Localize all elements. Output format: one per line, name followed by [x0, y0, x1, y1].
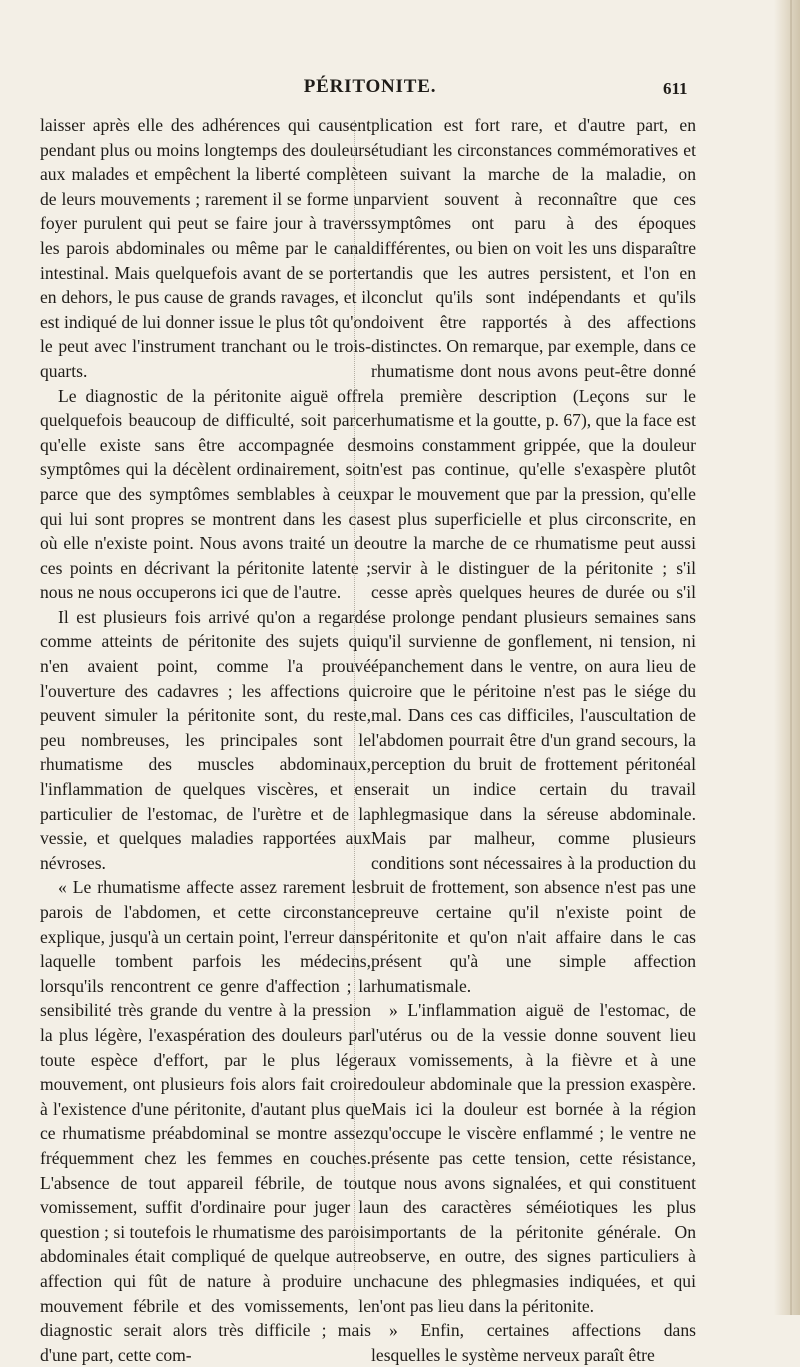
running-title: PÉRITONITE. — [303, 76, 437, 97]
paragraph: » Enfin, certaines affections dans lesquelles le système nerveux paraît être — [371, 1320, 696, 1365]
page-edge — [774, 0, 800, 1315]
column-divider — [354, 120, 356, 1270]
binding-shadow — [790, 0, 792, 1315]
paragraph: Le diagnostic de la péritonite aiguë offre quelquefois beaucoup de difficulté, soit parce qu'elle existe sans être accompagnée des symptômes qui la décèlent ordinairement, soit parce que des symptômes semblables à ceux qui lui sont propres se montrent dans les cas où elle n'existe point. Nous avons traité un de ces points en décrivant la péritonite latente ; nous ne nous occuperons ici que de l'autre. — [40, 385, 371, 603]
paragraph: » L'inflammation aiguë de l'estomac, de l'utérus ou de la vessie donne souvent lieu aux vomissements, à la fièvre et à une douleur abdominale que la pression exaspère. Mais ici la douleur est bornée à la région qu'occupe le viscère enflammé ; le ventre ne présente pas cette tension, cette résistance, que nous avons signalées, et qui constituent un des caractères séméiotiques les plus importants de la péritonite générale. On observe, en outre, des signes particuliers à chacune des phlegmasies indiquées, et qui n'ont pas lieu dans la péritonite. — [371, 1000, 696, 1316]
page-number: 611 — [663, 79, 688, 98]
paragraph: laisser après elle des adhérences qui causent pendant plus ou moins longtemps des douleurs aux malades et empêchent la liberté complète de leurs mouvements ; rarement il se forme un foyer purulent qui peut se faire jour à travers les parois abdominales ou même par le canal intestinal. Mais quelquefois avant de se porter en dehors, le pus cause de grands ravages, et il est indiqué de lui donner issue le plus tôt qu'on le peut avec l'instrument tranchant ou le trois-quarts. — [40, 115, 371, 381]
left-column — [40, 113, 371, 1365]
page-header — [0, 76, 800, 106]
paragraph: « Le rhumatisme affecte assez rarement les parois de l'abdomen, et cette circonstance explique, jusqu'à un certain point, l'erreur dans laquelle tombent parfois les médecins, lorsqu'ils rencontrent ce genre d'affection ; la sensibilité très grande du ventre à la pression la plus légère, l'exaspération des douleurs par toute espèce d'effort, par le plus léger mouvement, ont plusieurs fois alors fait croire à l'existence d'une péritonite, d'autant plus que ce rhumatisme préabdominal se montre assez fréquemment chez les femmes en couches. L'absence de tout appareil fébrile, de tout vomissement, suffit d'ordinaire pour juger la question ; si toutefois le rhumatisme des parois abdominales était compliqué de quelque autre affection qui fût de nature à produire un mouvement fébrile et des vomissements, le diagnostic serait alors très difficile ; mais d'une part, cette com- — [40, 877, 371, 1365]
right-column — [371, 113, 696, 1365]
paragraph: plication est fort rare, et d'autre part, en étudiant les circonstances commémoratives et en suivant la marche de la maladie, on parvient souvent à reconnaître que ces symptômes ont paru à des époques différentes, ou bien on voit les uns disparaître tandis que les autres persistent, et l'on en conclut qu'ils sont indépendants et qu'ils doivent être rapportés à des affections distinctes. On remarque, par exemple, dans ce rhumatisme dont nous avons peut-être donné la première description (Leçons sur le rhumatisme et la goutte, p. 67), que la face est moins constamment grippée, que la douleur n'est pas continue, qu'elle s'exaspère plutôt par le mouvement que par la pression, qu'elle est plus superficielle et plus circonscrite, en outre la marche de ce rhumatisme peut aussi servir à le distinguer de la péritonite ; s'il cesse après quelques heures de durée ou s'il se prolonge pendant plusieurs semaines sans qu'il survienne de gonflement, ni tension, ni épanchement dans le ventre, on aura lieu de croire que le péritoine n'est pas le siége du mal. Dans ces cas difficiles, l'auscultation de l'abdomen pourrait être d'un grand secours, la perception du bruit de frottement péritonéal serait un indice certain du travail phlegmasique dans la séreuse abdominale. Mais par malheur, comme plusieurs conditions sont nécessaires à la production du bruit de frottement, son absence n'est pas une preuve certaine qu'il n'existe point de péritonite et qu'on n'ait affaire dans le cas présent qu'à une simple affection rhumatismale. — [371, 115, 696, 996]
paragraph: Il est plusieurs fois arrivé qu'on a regardé comme atteints de péritonite des sujets qui n'en avaient point, comme l'a prouvé l'ouverture des cadavres ; les affections qui peuvent simuler la péritonite sont, du reste, peu nombreuses, les principales sont le rhumatisme des muscles abdominaux, l'inflammation de quelques viscères, et en particulier de l'estomac, de l'urètre et de la vessie, et quelques maladies rapportées aux névroses. — [40, 606, 371, 873]
